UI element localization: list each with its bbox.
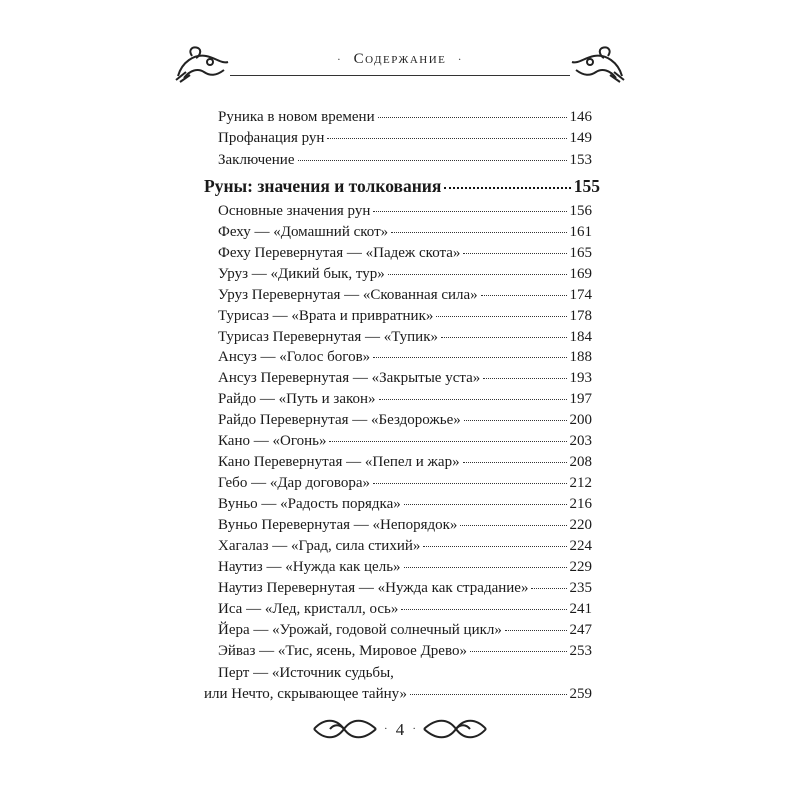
toc-entry-label: Йера — «Урожай, годовой солнечный цикл» bbox=[218, 622, 502, 638]
toc-entry[interactable] bbox=[218, 600, 592, 618]
toc-entry-page: 169 bbox=[569, 266, 592, 282]
toc-entry[interactable] bbox=[218, 390, 592, 408]
toc-entry[interactable] bbox=[218, 202, 592, 220]
toc-entry-page: 161 bbox=[569, 224, 592, 240]
toc-entry[interactable] bbox=[218, 265, 592, 283]
toc-entry-label: Руны: значения и толкования bbox=[204, 176, 442, 196]
toc-entry[interactable] bbox=[218, 286, 592, 304]
toc-entry-label: Гебо — «Дар договора» bbox=[218, 475, 371, 491]
toc-entry-last[interactable] bbox=[204, 685, 592, 703]
knot-ornament-icon bbox=[420, 716, 490, 742]
leader-dots bbox=[483, 378, 566, 379]
leader-dots bbox=[463, 253, 566, 254]
toc-entry-page: 146 bbox=[569, 109, 592, 125]
dragon-ornament-icon bbox=[568, 42, 628, 84]
toc-entry-page: 259 bbox=[569, 686, 592, 702]
toc-entry-page: 165 bbox=[569, 245, 592, 261]
toc-entry-label: Турисаз Перевернутая — «Тупик» bbox=[218, 329, 438, 345]
leader-dots bbox=[410, 694, 566, 695]
toc-entry-label: Эйваз — «Тис, ясень, Мировое Древо» bbox=[218, 643, 467, 659]
running-header bbox=[172, 40, 628, 90]
footer-dot-left: · bbox=[384, 724, 388, 735]
header-rule bbox=[230, 75, 570, 76]
leader-dots bbox=[460, 525, 566, 526]
leader-dots bbox=[463, 462, 567, 463]
leader-dots bbox=[505, 630, 567, 631]
toc-entry[interactable] bbox=[218, 328, 592, 346]
toc-entry-label: Ансуз Перевернутая — «Закрытые уста» bbox=[218, 370, 481, 386]
toc-entry-label: Иса — «Лед, кристалл, ось» bbox=[218, 601, 399, 617]
toc-entry-label: Профанация рун bbox=[218, 130, 325, 146]
toc-entry-label: Ансуз — «Голос богов» bbox=[218, 349, 371, 365]
toc-entry[interactable] bbox=[218, 642, 592, 660]
toc-entry-page: 149 bbox=[569, 130, 592, 146]
leader-dots bbox=[379, 399, 567, 400]
leader-dots bbox=[436, 316, 566, 317]
toc-entry[interactable] bbox=[218, 453, 592, 471]
toc-entry[interactable] bbox=[218, 411, 592, 429]
toc-entry-label: Райдо — «Путь и закон» bbox=[218, 391, 376, 407]
toc-entry-label: Феху Перевернутая — «Падеж скота» bbox=[218, 245, 461, 261]
toc-entry-label: Уруз — «Дикий бык, тур» bbox=[218, 266, 385, 282]
toc-entry[interactable] bbox=[218, 348, 592, 366]
toc-entry-label: Райдо Перевернутая — «Бездорожье» bbox=[218, 412, 461, 428]
toc-entry-page: 220 bbox=[569, 517, 592, 533]
toc-entry-label: Кано Перевернутая — «Пепел и жар» bbox=[218, 454, 460, 470]
toc-entry-label: Наутиз — «Нужда как цель» bbox=[218, 559, 401, 575]
toc-entry[interactable] bbox=[218, 621, 592, 639]
toc-entry[interactable] bbox=[218, 129, 592, 147]
toc-entry[interactable] bbox=[218, 516, 592, 534]
toc-entry-page: 174 bbox=[569, 287, 592, 303]
leader-dots bbox=[481, 295, 567, 296]
toc-entry[interactable] bbox=[218, 495, 592, 513]
toc-entry-page: 208 bbox=[569, 454, 592, 470]
toc-entry[interactable] bbox=[218, 558, 592, 576]
toc-entry-label: Вуньо Перевернутая — «Непорядок» bbox=[218, 517, 458, 533]
toc-entry-page: 224 bbox=[569, 538, 592, 554]
toc-entry-page: 197 bbox=[569, 391, 592, 407]
toc-entry[interactable] bbox=[218, 151, 592, 169]
leader-dots bbox=[423, 546, 566, 547]
header-dot-right: · bbox=[457, 52, 464, 66]
toc-entry-page: 200 bbox=[569, 412, 592, 428]
toc-entry[interactable] bbox=[218, 244, 592, 262]
toc-entry-label: Феху — «Домашний скот» bbox=[218, 224, 389, 240]
header-dot-left: · bbox=[336, 52, 343, 66]
leader-dots bbox=[329, 441, 566, 442]
leader-dots bbox=[378, 117, 567, 118]
leader-dots bbox=[298, 160, 567, 161]
toc-entry-label: Заключение bbox=[218, 152, 295, 168]
leader-dots bbox=[464, 420, 567, 421]
toc-entry[interactable] bbox=[218, 307, 592, 325]
toc-entry-last-line1[interactable]: Перт — «Источник судьбы, bbox=[218, 665, 394, 681]
toc-entry-label: Вуньо — «Радость порядка» bbox=[218, 496, 401, 512]
toc-entry-page: 178 bbox=[569, 308, 592, 324]
header-title-block bbox=[323, 51, 477, 68]
toc-entry[interactable] bbox=[218, 223, 592, 241]
footer-dot-right: · bbox=[412, 724, 416, 735]
toc-entry[interactable] bbox=[218, 108, 592, 126]
toc-section-heading[interactable] bbox=[204, 177, 600, 195]
toc-entry-page: 203 bbox=[569, 433, 592, 449]
leader-dots bbox=[373, 357, 566, 358]
leader-dots bbox=[388, 274, 567, 275]
toc-entry-page: 153 bbox=[569, 152, 592, 168]
toc-entry-label: Руника в новом времени bbox=[218, 109, 375, 125]
toc-entry-label: Кано — «Огонь» bbox=[218, 433, 327, 449]
toc-entry-label: или Нечто, скрывающее тайну» bbox=[204, 686, 408, 702]
toc-entry-page: 253 bbox=[569, 643, 592, 659]
toc-entry-page: 216 bbox=[569, 496, 592, 512]
toc-entry[interactable] bbox=[218, 579, 592, 597]
leader-dots bbox=[373, 211, 566, 212]
leader-dots bbox=[404, 504, 567, 505]
toc-entry-page: 188 bbox=[569, 349, 592, 365]
toc-entry[interactable] bbox=[218, 537, 592, 555]
toc-entry-page: 241 bbox=[569, 601, 592, 617]
toc-entry-page: 156 bbox=[569, 203, 592, 219]
toc-entry-label: Уруз Перевернутая — «Скованная сила» bbox=[218, 287, 478, 303]
leader-dots bbox=[470, 651, 567, 652]
toc-entry-page: 247 bbox=[569, 622, 592, 638]
toc-entry-page: 212 bbox=[569, 475, 592, 491]
toc-entry-label: Основные значения рун bbox=[218, 203, 371, 219]
leader-dots bbox=[531, 588, 566, 589]
toc-entry-label: Турисаз — «Врата и привратник» bbox=[218, 308, 434, 324]
toc-entry[interactable] bbox=[218, 369, 592, 387]
toc-entry-page: 184 bbox=[569, 329, 592, 345]
leader-dots bbox=[391, 232, 566, 233]
leader-dots bbox=[441, 337, 567, 338]
toc-entry-label: Наутиз Перевернутая — «Нужда как страдание» bbox=[218, 580, 529, 596]
leader-dots bbox=[401, 609, 566, 610]
toc-entry-label: Хагалаз — «Град, сила стихий» bbox=[218, 538, 421, 554]
toc-entry-page: 155 bbox=[573, 176, 600, 196]
toc-entry[interactable] bbox=[218, 432, 592, 450]
toc-entry-page: 235 bbox=[569, 580, 592, 596]
toc-entry-page: 193 bbox=[569, 370, 592, 386]
page-footer bbox=[310, 712, 490, 746]
toc-entry[interactable] bbox=[218, 474, 592, 492]
leader-dots bbox=[327, 138, 566, 139]
toc-entry-page: 229 bbox=[569, 559, 592, 575]
page-number: 4 bbox=[395, 720, 405, 739]
leader-dots bbox=[444, 187, 570, 189]
leader-dots bbox=[373, 483, 566, 484]
header-title: Содержание bbox=[353, 51, 447, 67]
leader-dots bbox=[404, 567, 567, 568]
